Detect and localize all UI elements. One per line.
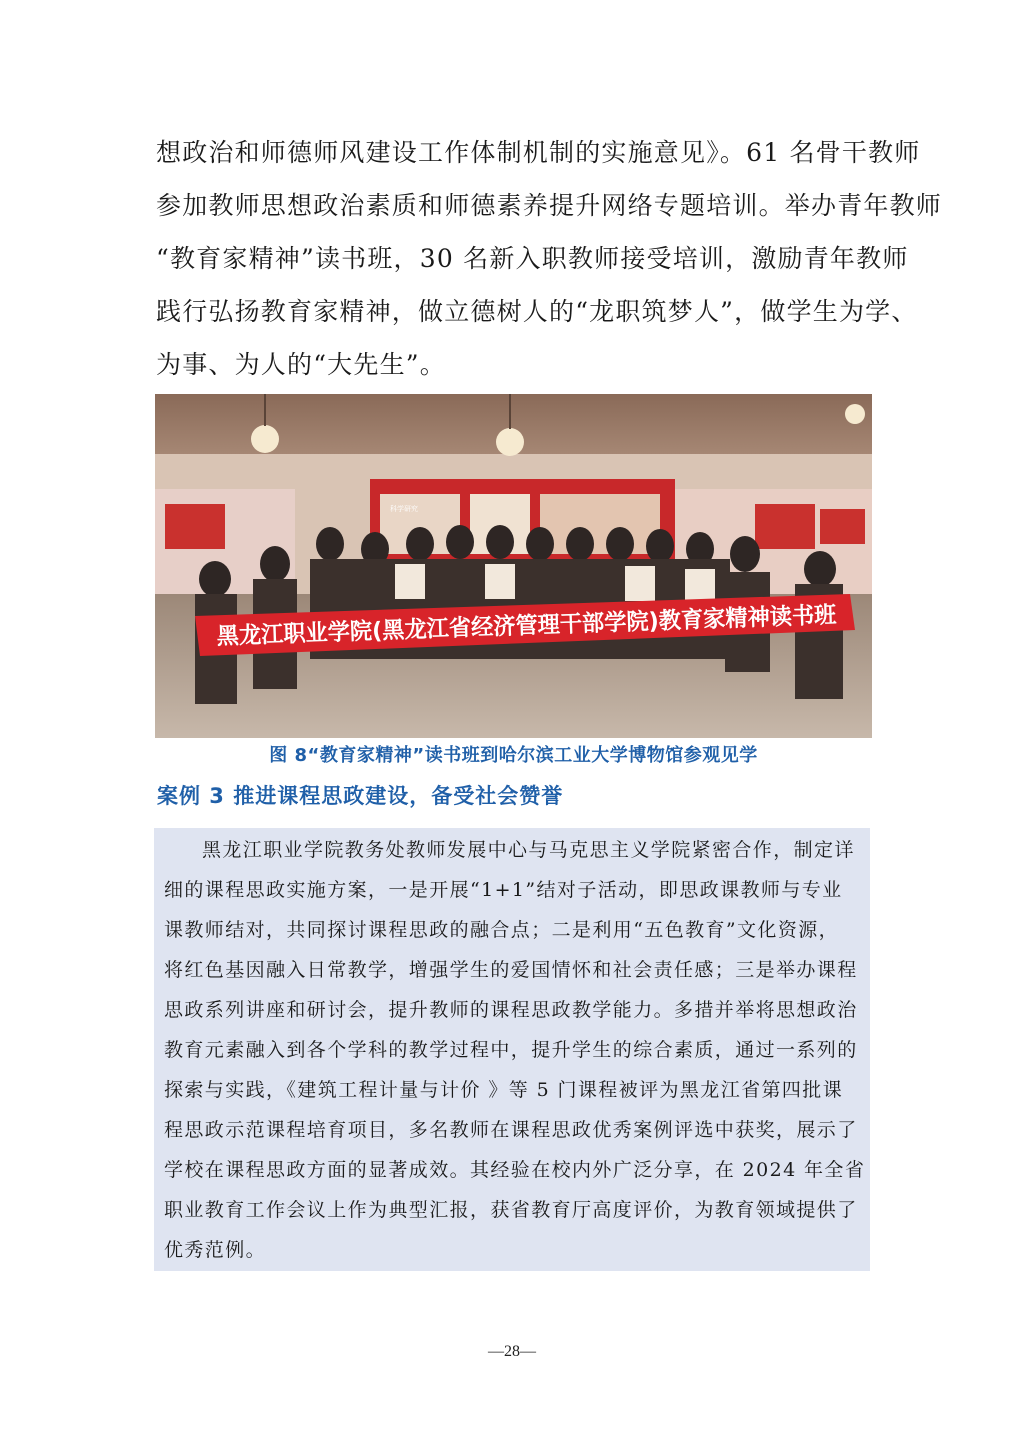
case-line: 探索与实践，《建筑工程计量与计价 》等 5 门课程被评为黑龙江省第四批课 [164, 1079, 844, 1101]
body-line: 践行弘扬教育家精神，做立德树人的“龙职筑梦人”，做学生为学、 [156, 297, 918, 326]
case-line: 课教师结对，共同探讨课程思政的融合点；二是利用“五色教育”文化资源， [164, 919, 840, 941]
body-line: 参加教师思想政治素质和师德素养提升网络专题培训。举办青年教师 [156, 191, 943, 220]
photo-caption: 图 8“教育家精神”读书班到哈尔滨工业大学博物馆参观见学 [269, 745, 758, 766]
case-heading: 案例 3 推进课程思政建设，备受社会赞誉 [157, 784, 564, 808]
group-photo [155, 394, 872, 738]
case-line: 学校在课程思政方面的显著成效。其经验在校内外广泛分享，在 2024 年全省 [164, 1159, 866, 1181]
banner-text: 黑龙江职业学院(黑龙江省经济管理干部学院)教育家精神读书班 [216, 601, 859, 650]
case-line: 思政系列讲座和研讨会，提升教师的课程思政教学能力。多措并举将思想政治 [164, 999, 858, 1021]
page-number: —28— [488, 1343, 536, 1360]
case-line: 黑龙江职业学院教务处教师发展中心与马克思主义学院紧密合作，制定详 [202, 839, 855, 861]
body-line: “教育家精神”读书班，30 名新入职教师接受培训，激励青年教师 [156, 244, 909, 273]
group-photo-illustration [155, 394, 872, 738]
body-line: 想政治和师德师风建设工作体制机制的实施意见》。61 名骨干教师 [156, 138, 921, 167]
case-line: 将红色基因融入日常教学，增强学生的爱国情怀和社会责任感；三是举办课程 [164, 959, 858, 981]
case-line: 教育元素融入到各个学科的教学过程中，提升学生的综合素质，通过一系列的 [164, 1039, 858, 1061]
case-line: 细的课程思政实施方案，一是开展“1+1”结对子活动，即思政课教师与专业 [164, 879, 843, 901]
exhibit-board-label: 科学研究 [390, 505, 418, 513]
case-line: 优秀范例。 [164, 1239, 267, 1261]
case-line: 程思政示范课程培育项目，多名教师在课程思政优秀案例评选中获奖，展示了 [164, 1119, 858, 1141]
body-line: 为事、为人的“大先生”。 [156, 350, 446, 379]
case-line: 职业教育工作会议上作为典型汇报，获省教育厅高度评价，为教育领域提供了 [164, 1199, 858, 1221]
